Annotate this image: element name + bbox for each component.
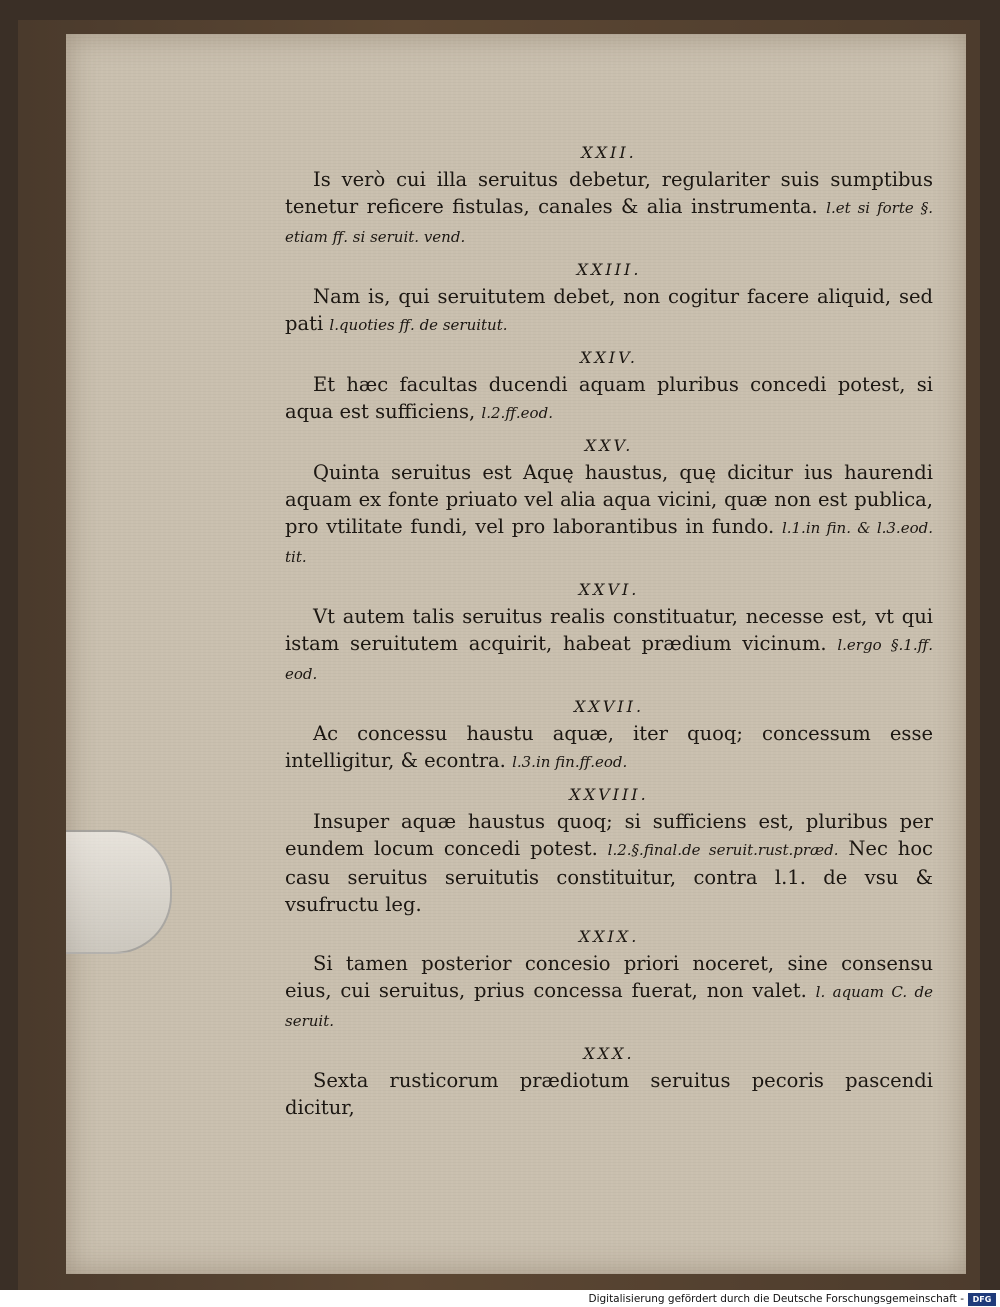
section-numeral: XXIV. xyxy=(580,348,638,367)
section-paragraph xyxy=(285,166,933,251)
section-citation: l.2.§.final.de seruit.rust.præd. xyxy=(607,841,839,859)
section-paragraph xyxy=(285,1067,933,1121)
section-text-tail: Nec hoc casu seruitus seruitutis constituitur, contra l.1. de vsu & vsufructu leg. xyxy=(285,837,933,916)
section-paragraph xyxy=(285,808,933,918)
page-text xyxy=(285,140,933,1127)
section-numeral: XXV. xyxy=(584,436,634,455)
section-citation: l. aquam C. de seruit. xyxy=(285,983,933,1030)
section-paragraph xyxy=(285,283,933,339)
section-numeral: XXVI. xyxy=(578,580,640,599)
section-text: Et hæc facultas ducendi aquam pluribus concedi potest, si aqua est sufficiens, xyxy=(285,373,933,423)
section-citation: l.quoties ff. de seruitut. xyxy=(329,316,508,334)
footer-bar xyxy=(0,1290,1000,1307)
section-numeral: XXVIII. xyxy=(569,785,649,804)
section-paragraph xyxy=(285,720,933,776)
section-text: Vt autem talis seruitus realis constituatur, necesse est, vt qui istam seruitutem acquirit, habeat prædium vicinum. xyxy=(285,605,933,655)
section-citation: l.3.in fin.ff.eod. xyxy=(512,753,628,771)
section-text: Quinta seruitus est Aquę haustus, quę dicitur ius haurendi aquam ex fonte priuato vel alia aqua vicini, quæ non est publica, pro vtilitate fundi, vel pro laborantibus in fundo. xyxy=(285,461,933,538)
section-paragraph xyxy=(285,459,933,571)
dfg-logo-icon: DFG xyxy=(968,1293,996,1306)
section-numeral: XXIX. xyxy=(578,927,640,946)
section-numeral: XXII. xyxy=(581,143,637,162)
section-paragraph xyxy=(285,603,933,688)
section-paragraph xyxy=(285,371,933,427)
section-citation: l.2.ff.eod. xyxy=(481,404,553,422)
section-numeral: XXIII. xyxy=(576,260,642,279)
section-paragraph xyxy=(285,950,933,1035)
section-citation: l.et si forte §. etiam ff. si seruit. vend. xyxy=(285,199,934,246)
section-text: Insuper aquæ haustus quoq; si sufficiens est, pluribus per eundem locum concedi potest. xyxy=(285,810,933,860)
section-text: Is verò cui illa seruitus debetur, regulariter suis sumptibus tenetur reficere fistulas, canales & alia instrumenta. xyxy=(285,168,933,218)
section-numeral: XXX. xyxy=(583,1044,635,1063)
section-text: Si tamen posterior concesio priori noceret, sine consensu eius, cui seruitus, prius concessa fuerat, non valet. xyxy=(285,952,933,1002)
section-citation: l.ergo §.1.ff. eod. xyxy=(285,636,933,683)
footer-credit: Digitalisierung gefördert durch die Deutsche Forschungsgemeinschaft - xyxy=(588,1293,964,1305)
page-clip xyxy=(66,830,172,954)
section-text: Ac concessu haustu aquæ, iter quoq; concessum esse intelligitur, & econtra. xyxy=(285,722,933,772)
section-text: Nam is, qui seruitutem debet, non cogitur facere aliquid, sed pati xyxy=(285,285,933,335)
section-numeral: XXVII. xyxy=(573,697,645,716)
section-citation: l.1.in fin. & l.3.eod. tit. xyxy=(285,519,933,566)
section-text: Sexta rusticorum prædiotum seruitus pecoris pascendi dicitur, xyxy=(285,1069,933,1119)
